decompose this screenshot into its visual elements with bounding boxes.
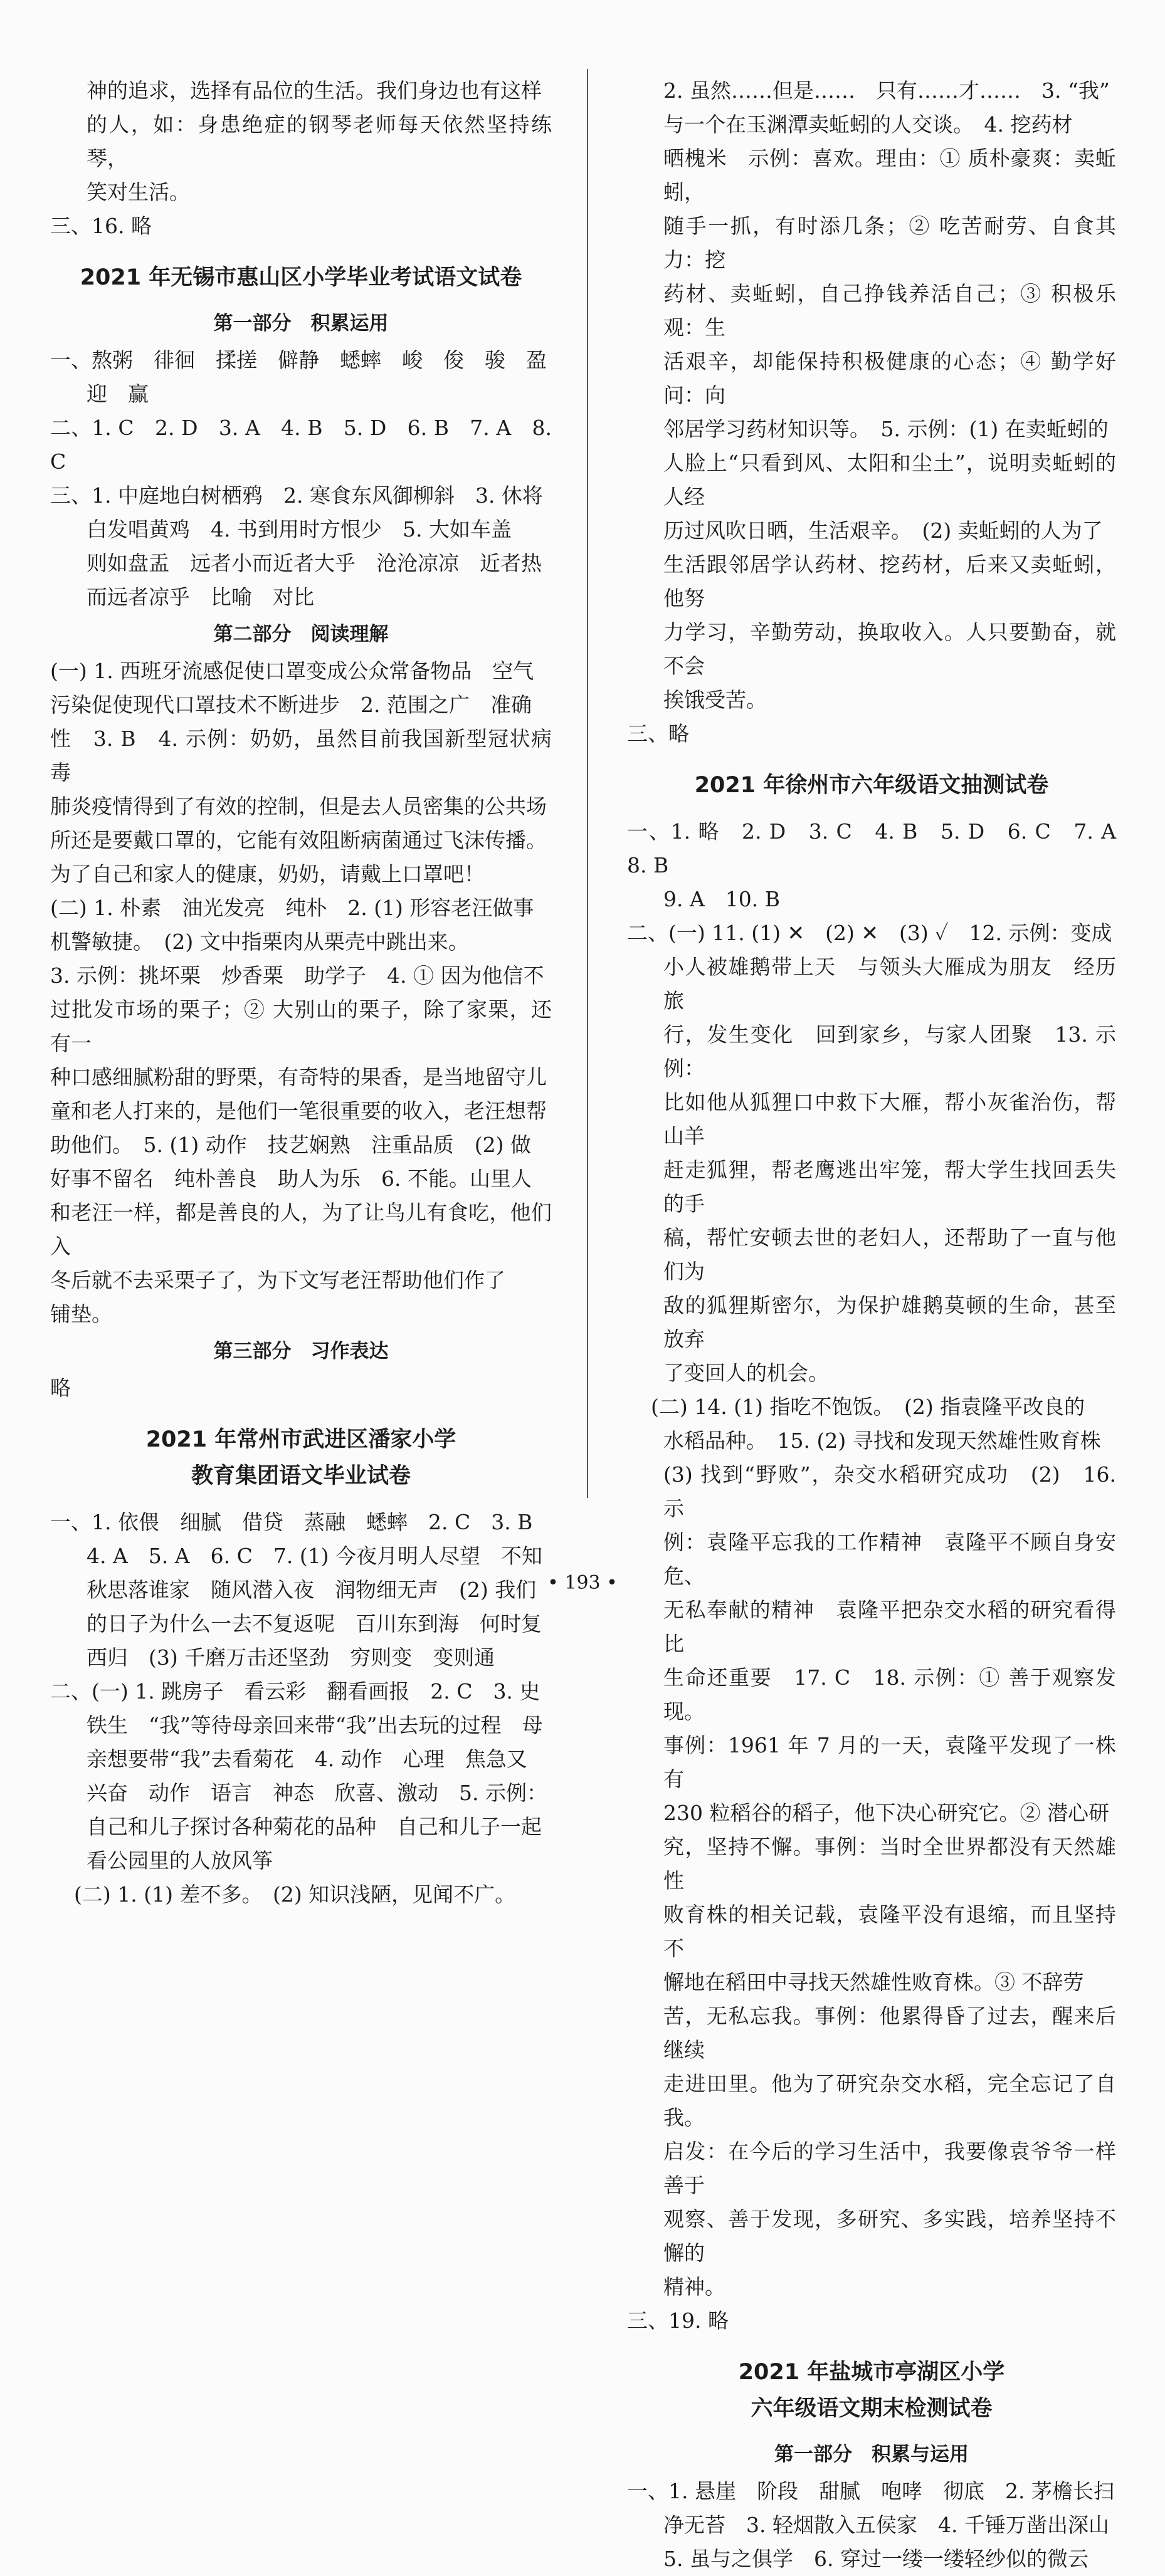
text-line: 和老汪一样，都是善良的人，为了让鸟儿有食吃，他们入 bbox=[50, 1200, 552, 1259]
exam-title: 2021 年徐州市六年级语文抽测试卷 bbox=[694, 773, 1049, 798]
text-line: 三、略 bbox=[627, 721, 689, 746]
text-line: 5. 虽与之俱学 6. 穿过一缕一缕轻纱似的微云 bbox=[663, 2547, 1089, 2571]
section-heading: 第一部分 积累运用 bbox=[213, 312, 389, 335]
text-line: 肺炎疫情得到了有效的控制，但是去人员密集的公共场 bbox=[50, 794, 547, 819]
page-number: • 193 • bbox=[547, 1572, 618, 1594]
text-line: 与一个在玉渊潭卖蚯蚓的人交谈。 4. 挖药材 bbox=[663, 112, 1073, 137]
right-column bbox=[627, 74, 1137, 2576]
text-line: 无私奉献的精神 袁隆平把杂交水稻的研究看得比 bbox=[663, 1598, 1116, 1656]
text-line: 二、(一) 1. 跳房子 看云彩 翻看画报 2. C 3. 史 bbox=[50, 1679, 540, 1704]
text-line: 冬后就不去采栗子了，为下文写老汪帮助他们作了 bbox=[50, 1268, 505, 1292]
text-line: 历过风吹日晒，生活艰辛。 (2) 卖蚯蚓的人为了 bbox=[663, 518, 1103, 543]
text-line: 所还是要戴口罩的，它能有效阻断病菌通过飞沫传播。 bbox=[50, 828, 547, 852]
column-divider bbox=[587, 69, 588, 1498]
text-line: 的日子为什么一去不复返呢 百川东到海 何时复 bbox=[87, 1611, 542, 1636]
text-line: (二) 14. (1) 指吃不饱饭。 (2) 指袁隆平改良的 bbox=[651, 1395, 1085, 1419]
text-line: 事例：1961 年 7 月的一天，袁隆平发现了一株有 bbox=[663, 1733, 1116, 1791]
text-line: 一、熬粥 徘徊 揉搓 僻静 蟋蟀 峻 俊 骏 盈 bbox=[50, 348, 547, 372]
text-line: 三、1. 中庭地白树栖鸦 2. 寒食东风御柳斜 3. 休将 bbox=[50, 483, 543, 508]
text-line: 敌的狐狸斯密尔，为保护雄鹅莫顿的生命，甚至放弃 bbox=[663, 1293, 1116, 1351]
text-line: 4. A 5. A 6. C 7. (1) 今夜月明人尽望 不知 bbox=[87, 1544, 543, 1568]
text-line: 铁生 “我”等待母亲回来带“我”出去玩的过程 母 bbox=[87, 1713, 543, 1737]
text-line: 行，发生变化 回到家乡，与家人团聚 13. 示例： bbox=[663, 1022, 1116, 1081]
section-heading: 第三部分 习作表达 bbox=[213, 1340, 389, 1363]
text-line: 2. 虽然……但是…… 只有……才…… 3. “我” bbox=[663, 78, 1110, 103]
text-line: 二、(一) 11. (1) ✕ (2) ✕ (3) ✓ 12. 示例：变成 bbox=[627, 921, 1112, 945]
text-line: 西归 (3) 千磨万击还坚劲 穷则变 变则通 bbox=[87, 1645, 495, 1670]
text-line: 生活跟邻居学认药材、挖药材，后来又卖蚯蚓，他努 bbox=[663, 552, 1116, 610]
text-line: 看公园里的人放风筝 bbox=[87, 1848, 273, 1873]
text-line: 挨饿受苦。 bbox=[663, 688, 767, 712]
text-line: 精神。 bbox=[663, 2275, 725, 2299]
text-line: 一、1. 略 2. D 3. C 4. B 5. D 6. C 7. A 8. B bbox=[627, 819, 1137, 877]
text-line: 净无苔 3. 轻烟散入五侯家 4. 千锤万凿出深山 bbox=[663, 2513, 1109, 2537]
text-line: 活艰辛，却能保持积极健康的心态；④ 勤学好问：向 bbox=[663, 349, 1116, 407]
text-line: 自己和儿子探讨各种菊花的品种 自己和儿子一起 bbox=[87, 1814, 542, 1839]
text-line: 生命还重要 17. C 18. 示例：① 善于观察发现。 bbox=[663, 1665, 1116, 1724]
exam-title: 教育集团语文毕业试卷 bbox=[191, 1463, 411, 1489]
text-line: 兴奋 动作 语言 神态 欣喜、激动 5. 示例： bbox=[87, 1781, 547, 1805]
text-line: 过批发市场的栗子；② 大别山的栗子，除了家栗，还有一 bbox=[50, 997, 552, 1055]
text-line: 药材、卖蚯蚓，自己挣钱养活自己；③ 积极乐观：生 bbox=[663, 281, 1116, 340]
text-line: 小人被雄鹅带上天 与领头大雁成为朋友 经历旅 bbox=[663, 955, 1116, 1013]
text-line: (二) 1. (1) 差不多。 (2) 知识浅陋，见闻不广。 bbox=[74, 1882, 516, 1907]
text-line: 机警敏捷。 (2) 文中指栗肉从栗壳中跳出来。 bbox=[50, 929, 469, 954]
text-line: 神的追求，选择有品位的生活。我们身边也有这样 bbox=[87, 78, 542, 103]
text-line: 邻居学习药材知识等。 5. 示例：(1) 在卖蚯蚓的 bbox=[663, 417, 1109, 441]
text-line: 则如盘盂 远者小而近者大乎 沧沧凉凉 近者热 bbox=[87, 551, 542, 575]
text-line: 究，坚持不懈。事例：当时全世界都没有天然雄性 bbox=[663, 1835, 1116, 1893]
text-line: 人脸上“只看到风、太阳和尘土”，说明卖蚯蚓的人经 bbox=[663, 451, 1116, 509]
text-line: 污染促使现代口罩技术不断进步 2. 范围之广 准确 bbox=[50, 693, 532, 717]
text-line: 比如他从狐狸口中救下大雁，帮小灰雀治伤，帮山羊 bbox=[663, 1090, 1116, 1148]
text-line: 亲想要带“我”去看菊花 4. 动作 心理 焦急又 bbox=[87, 1747, 527, 1771]
exam-title: 2021 年常州市武进区潘家小学 bbox=[145, 1427, 456, 1452]
text-line: 一、1. 悬崖 阶段 甜腻 咆哮 彻底 2. 茅檐长扫 bbox=[627, 2479, 1114, 2503]
text-line: 铺垫。 bbox=[50, 1302, 112, 1326]
text-line: 性 3. B 4. 示例：奶奶，虽然目前我国新型冠状病毒 bbox=[50, 726, 552, 785]
text-line: 白发唱黄鸡 4. 书到用时方恨少 5. 大如车盖 bbox=[87, 517, 512, 542]
text-line: 种口感细腻粉甜的野栗，有奇特的果香，是当地留守儿 bbox=[50, 1065, 547, 1089]
exam-title: 2021 年盐城市亭湖区小学 bbox=[738, 2360, 1005, 2385]
section-heading: 第二部分 阅读理解 bbox=[213, 623, 389, 646]
text-line: 懈地在稻田中寻找天然雄性败育株。③ 不辞劳 bbox=[663, 1970, 1084, 1994]
text-line: (二) 1. 朴素 油光发亮 纯朴 2. (1) 形容老汪做事 bbox=[50, 896, 534, 920]
text-line: 晒槐米 示例：喜欢。理由：① 质朴豪爽：卖蚯蚓， bbox=[663, 146, 1116, 204]
text-line: 秋思落谁家 随风潜入夜 润物细无声 (2) 我们 bbox=[87, 1578, 537, 1602]
text-line: 3. 示例：挑坏栗 炒香栗 助学子 4. ① 因为他信不 bbox=[50, 963, 544, 988]
text-line: 赶走狐狸，帮老鹰逃出牢笼，帮大学生找回丢失的手 bbox=[663, 1158, 1116, 1216]
text-line: 助他们。 5. (1) 动作 技艺娴熟 注重品质 (2) 做 bbox=[50, 1133, 531, 1157]
text-line: 了变回人的机会。 bbox=[663, 1361, 829, 1385]
text-line: 苦，无私忘我。事例：他累得昏了过去，醒来后继续 bbox=[663, 2004, 1116, 2062]
text-line: 败育株的相关记载，袁隆平没有退缩，而且坚持不 bbox=[663, 1902, 1116, 1961]
text-line: 力学习，辛勤劳动，换取收入。人只要勤奋，就不会 bbox=[663, 620, 1116, 678]
text-line: 笑对生活。 bbox=[87, 180, 190, 204]
text-line: 三、16. 略 bbox=[50, 214, 152, 238]
text-line: 童和老人打来的，是他们一笔很重要的收入，老汪想帮 bbox=[50, 1099, 547, 1123]
text-line: 而远者凉乎 比喻 对比 bbox=[87, 585, 314, 609]
text-line: 略 bbox=[50, 1376, 71, 1400]
text-line: 启发：在今后的学习生活中，我要像袁爷爷一样善于 bbox=[663, 2139, 1116, 2197]
text-line: 二、1. C 2. D 3. A 4. B 5. D 6. B 7. A 8. C bbox=[50, 416, 552, 474]
text-line: 例：袁隆平忘我的工作精神 袁隆平不顾自身安危、 bbox=[663, 1530, 1116, 1588]
text-line: 稿，帮忙安顿去世的老妇人，还帮助了一直与他们为 bbox=[663, 1225, 1116, 1284]
text-line: (3) 找到“野败”，杂交水稻研究成功 (2) 16. 示 bbox=[663, 1462, 1116, 1521]
text-line: 观察、善于发现，多研究、多实践，培养坚持不懈的 bbox=[663, 2207, 1116, 2265]
text-line: 230 粒稻谷的稻子，他下决心研究它。② 潜心研 bbox=[663, 1801, 1109, 1825]
left-column bbox=[50, 74, 552, 1912]
text-line: 水稻品种。 15. (2) 寻找和发现天然雄性败育株 bbox=[663, 1428, 1101, 1453]
text-line: 随手一抓，有时添几条；② 吃苦耐劳、自食其力：挖 bbox=[663, 214, 1116, 272]
text-line: (一) 1. 西班牙流感促使口罩变成公众常备物品 空气 bbox=[50, 659, 534, 683]
text-line: 的人，如：身患绝症的钢琴老师每天依然坚持练琴， bbox=[87, 112, 552, 170]
text-line: 9. A 10. B bbox=[663, 887, 781, 911]
section-heading: 第一部分 积累与运用 bbox=[774, 2443, 969, 2466]
text-line: 迎 赢 bbox=[87, 382, 149, 406]
text-line: 走进田里。他为了研究杂交水稻，完全忘记了自我。 bbox=[663, 2071, 1116, 2130]
text-line: 为了自己和家人的健康，奶奶，请戴上口罩吧！ bbox=[50, 862, 485, 886]
text-line: 三、19. 略 bbox=[627, 2308, 729, 2333]
text-line: 好事不留名 纯朴善良 助人为乐 6. 不能。山里人 bbox=[50, 1166, 532, 1191]
text-line: 一、1. 依偎 细腻 借贷 蒸融 蟋蟀 2. C 3. B bbox=[50, 1510, 533, 1534]
exam-title: 六年级语文期末检测试卷 bbox=[751, 2396, 993, 2421]
exam-title: 2021 年无锡市惠山区小学毕业考试语文试卷 bbox=[80, 265, 522, 290]
